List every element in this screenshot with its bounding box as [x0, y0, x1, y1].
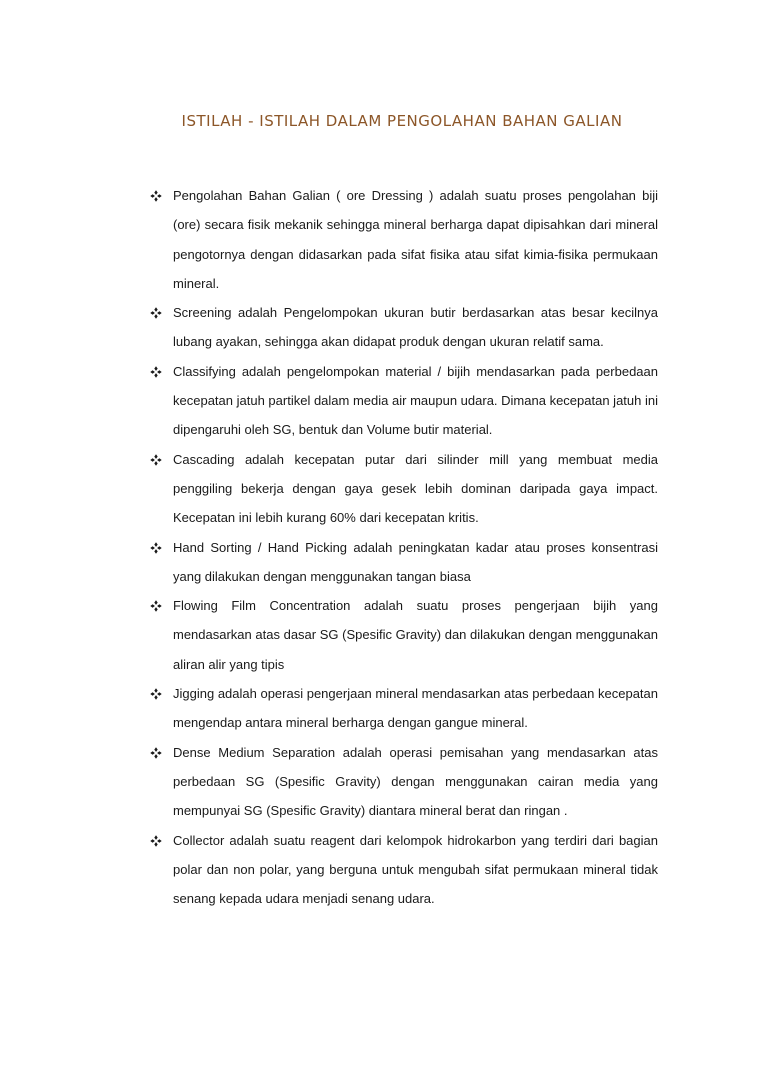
term-item — [148, 533, 658, 592]
diamond-four-bullet-icon — [150, 542, 162, 554]
term-item — [148, 357, 658, 445]
diamond-four-bullet-icon — [150, 307, 162, 319]
term-text: Classifying adalah pengelompokan material / bijih mendasarkan pada perbedaan kecepatan jatuh partikel dalam media air maupun udara. Dimana kecepatan jatuh ini dipengaruhi oleh SG, bentuk dan Volume butir material. — [173, 363, 658, 438]
diamond-four-bullet-icon — [150, 190, 162, 202]
term-text: Jigging adalah operasi pengerjaan mineral mendasarkan atas perbedaan kecepatan mengendap antara mineral berharga dengan gangue mineral. — [173, 686, 658, 731]
term-item — [148, 445, 658, 533]
diamond-four-bullet-icon — [150, 688, 162, 700]
term-text: Screening adalah Pengelompokan ukuran butir berdasarkan atas besar kecilnya lubang ayakan, sehingga akan didapat produk dengan ukuran relatif sama. — [173, 305, 658, 350]
page-title: ISTILAH - ISTILAH DALAM PENGOLAHAN BAHAN GALIAN — [181, 112, 623, 130]
term-item — [148, 591, 658, 679]
term-text: Hand Sorting / Hand Picking adalah peningkatan kadar atau proses konsentrasi yang dilakukan dengan menggunakan tangan biasa — [173, 539, 658, 584]
diamond-four-bullet-icon — [150, 600, 162, 612]
term-item — [148, 181, 658, 298]
term-item — [148, 679, 658, 738]
term-text: Flowing Film Concentration adalah suatu proses pengerjaan bijih yang mendasarkan atas dasar SG (Spesific Gravity) dan dilakukan dengan menggunakan aliran alir yang tipis — [173, 598, 658, 672]
term-text: Pengolahan Bahan Galian ( ore Dressing ) adalah suatu proses pengolahan biji (ore) secara fisik mekanik sehingga mineral berharga dapat dipisahkan dari mineral pengotornya dengan didasarkan pada sifat fisika atau sifat kimia-fisika permukaan mineral. — [173, 188, 658, 291]
term-text: Cascading adalah kecepatan putar dari silinder mill yang membuat media penggiling bekerja dengan gaya gesek lebih dominan daripada gaya impact. Kecepatan ini lebih kurang 60% dari kecepatan kritis. — [173, 451, 658, 526]
diamond-four-bullet-icon — [150, 454, 162, 466]
diamond-four-bullet-icon — [150, 747, 162, 759]
term-item — [148, 738, 658, 826]
term-list — [148, 181, 658, 913]
diamond-four-bullet-icon — [150, 366, 162, 378]
term-item — [148, 826, 658, 914]
term-text: Collector adalah suatu reagent dari kelompok hidrokarbon yang terdiri dari bagian polar dan non polar, yang berguna untuk mengubah sifat permukaan mineral tidak senang kepada udara menjadi senang udara. — [173, 832, 658, 907]
term-text: Dense Medium Separation adalah operasi pemisahan yang mendasarkan atas perbedaan SG (Spesific Gravity) dengan menggunakan cairan media yang mempunyai SG (Spesific Gravity) diantara mineral berat dan ringan . — [173, 744, 658, 819]
diamond-four-bullet-icon — [150, 835, 162, 847]
term-item — [148, 298, 658, 357]
